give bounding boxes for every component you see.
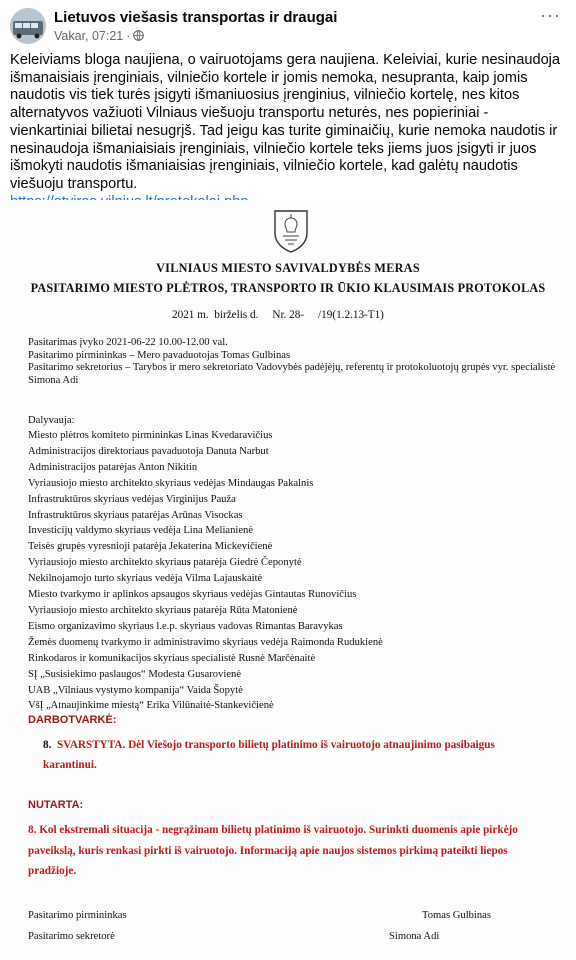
meta-separator: ·: [126, 29, 131, 43]
participant-item: Vyriausiojo miesto architekto skyriaus vedėjas Mindaugas Pakalnis: [28, 477, 314, 489]
signature-secretary-name: Simona Adi: [389, 931, 440, 942]
participant-item: VšĮ „Atnaujinkime miestą“ Erika Vilūnaitė-Stankevičienė: [28, 700, 274, 712]
resolved-heading: NUTARTA:: [28, 799, 84, 811]
signature-secretary-role: Pasitarimo sekretorė: [28, 931, 115, 942]
document-number-line: 2021 m. birželis d. Nr. 28- /19(1.2.13-T1): [172, 309, 384, 321]
participants-heading: Dalyvauja:: [28, 415, 75, 426]
agenda-number: 8.: [43, 739, 52, 751]
agenda-heading: DARBOTVARKĖ:: [28, 714, 117, 726]
participant-item: Infrastruktūros skyriaus patarėjas Arūnas Visockas: [28, 509, 243, 521]
coat-of-arms-icon: [271, 208, 311, 254]
meeting-secretary-line: Pasitarimo sekretorius – Tarybos ir mero sekretoriato Vadovybės padėjėjų, referentų ir protokoluotojų grupės vyr. specialistė Simona Adi: [28, 362, 556, 386]
participant-item: Administracijos direktoriaus pavaduotoja Danuta Narbut: [28, 445, 269, 457]
globe-icon[interactable]: [133, 29, 144, 43]
participant-item: Rinkodaros ir komunikacijos skyriaus specialistė Rusnė Marčėnaitė: [28, 652, 316, 664]
post-text: Keleiviams bloga naujiena, o vairuotojams gera naujiena. Keleiviai, kurie nesinaudoja išmanaisiais įrenginiais, vilniečio kortele ir jomis nemoka, nesupranta, kaip jomis naudotis vis tiek turės įsigyti išmaniuosius įrenginius, vilniečio kortelę, nes kitos alternatyvos važiuoti Vilniaus viešuoju transportu neturės, nes popieriniai - vienkartiniai bilietai nesugrįš. Tad jeigu kas turite giminaičių, kurie nemoka naudotis ir nesinaudoja išmaniaisiais įrenginiais, vilniečio kortele teks jiems juos įsigyti ir juos išmokyti naudotis išmaniaisias įrenginiais, vilniečio kortele, kad galėtų naudotis viešuoju transportu.: [10, 52, 561, 192]
page-name-link[interactable]: Lietuvos viešasis transportas ir draugai: [54, 9, 338, 26]
meeting-chair-line: Pasitarimo pirmininkas – Mero pavaduotojas Tomas Gulbinas: [28, 349, 291, 361]
document-subtitle: PASITARIMO MIESTO PLĖTROS, TRANSPORTO IR ŪKIO KLAUSIMAIS PROTOKOLAS: [30, 281, 546, 295]
participant-item: Administracijos patarėjas Anton Nikitin: [28, 461, 198, 473]
participant-item: Investicijų valdymo skyriaus vedėja Lina Melianienė: [28, 525, 254, 537]
signature-chair-role: Pasitarimo pirmininkas: [28, 910, 127, 921]
protocol-document-image[interactable]: [0, 200, 576, 960]
participant-item: Vyriausiojo miesto architekto skyriaus patarėja Rūta Matonienė: [28, 604, 298, 616]
participant-item: SĮ „Susisiekimo paslaugos“ Modesta Gusarovienė: [28, 668, 242, 680]
document-title: VILNIAUS MIESTO SAVIVALDYBĖS MERAS: [156, 261, 420, 275]
post-body: [10, 52, 566, 211]
agenda-label: SVARSTYTA.: [56, 739, 126, 751]
participant-item: Žemės duomenų tvarkymo ir administravimo skyriaus vedėja Raimonda Rudukienė: [28, 636, 383, 648]
post-time[interactable]: Vakar, 07:21: [54, 29, 124, 43]
agenda-item: [43, 735, 543, 775]
signature-chair-name: Tomas Gulbinas: [422, 910, 491, 921]
participant-item: Infrastruktūros skyriaus vedėjas Virginijus Pauža: [28, 493, 236, 505]
post-meta: [54, 29, 144, 43]
participant-item: Miesto plėtros komiteto pirmininkas Linas Kvedaravičius: [28, 430, 273, 441]
participant-item: Miesto tvarkymo ir aplinkos apsaugos skyriaus vedėjas Gintautas Runovičius: [28, 589, 357, 601]
meeting-held-line: Pasitarimas įvyko 2021-06-22 10.00-12.00 val.: [28, 337, 228, 348]
page-avatar[interactable]: [10, 8, 46, 44]
agenda-text: Dėl Viešojo transporto bilietų platinimo iš vairuotojo atnaujinimo pasibaigus karantinui.: [43, 739, 495, 771]
participant-item: Vyriausiojo miesto architekto skyriaus patarėja Giedrė Čeponytė: [28, 557, 302, 569]
participant-item: UAB „Vilniaus vystymo kompanija“ Vaida Šopytė: [28, 684, 243, 696]
post-header: [0, 0, 576, 44]
resolved-text: 8. Kol ekstremali situacija - negrąžinam bilietų platinimo iš vairuotojo. Surinkti duomenis apie pirkėjo paveikslą, kuris renkasi pirkti iš vairuotojo. Informaciją apie naujos sistemos pirkimą pateikti liepos pradžioje.: [28, 824, 518, 877]
participants-list: [28, 428, 383, 714]
meeting-info: [28, 337, 558, 387]
participant-item: Nekilnojamojo turto skyriaus vedėja Vilma Lajauskaitė: [28, 573, 263, 585]
participant-item: Eismo organizavimo skyriaus l.e.p. skyriaus vadovas Rimantas Baravykas: [28, 620, 343, 632]
more-options-icon[interactable]: ···: [540, 5, 561, 25]
participant-item: Teisės grupės vyresnioji patarėja Jekaterina Mickevičienė: [28, 541, 273, 553]
